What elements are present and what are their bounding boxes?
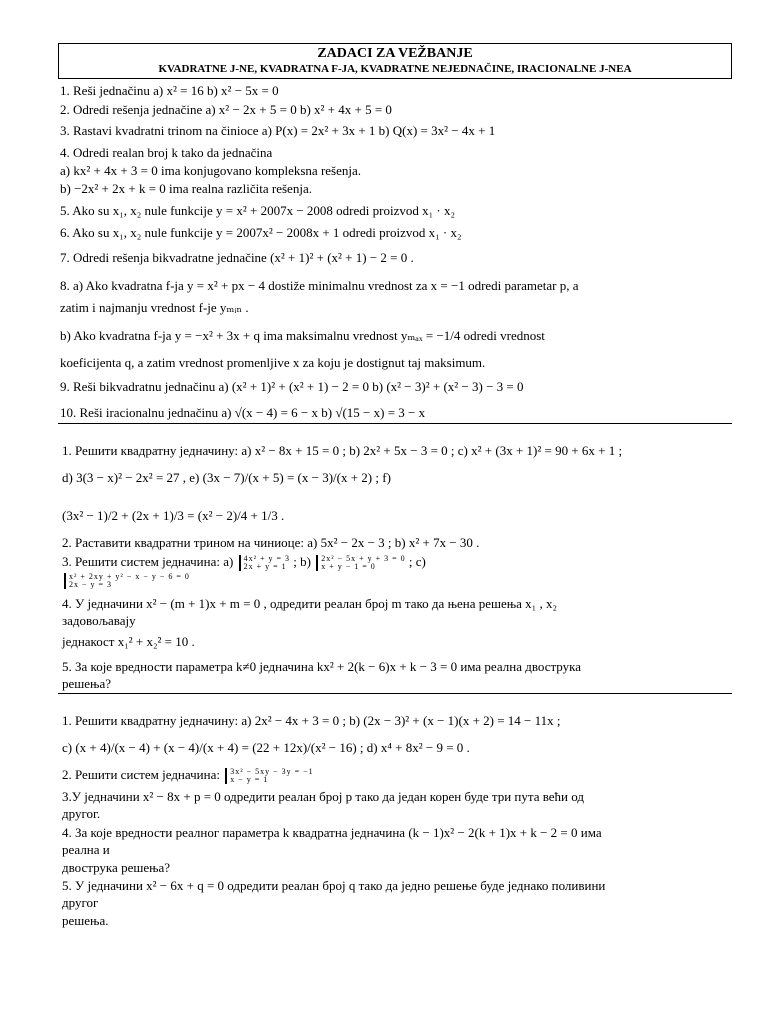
system-equation: x + y − 1 = 0 bbox=[321, 562, 376, 572]
problem-line: 5. У једначини x² − 6x + q = 0 одредити реалан број q тако да једно решење буде једнако поливини bbox=[62, 878, 606, 893]
problem-line: задовољавају bbox=[62, 613, 136, 628]
system-equation: 2x + y = 1 bbox=[243, 562, 287, 572]
problem-line: a) kx² + 4x + 3 = 0 ima konjugovano kompleksna rešenja. bbox=[60, 163, 361, 178]
section-divider bbox=[58, 423, 732, 424]
problem-line: решења. bbox=[62, 913, 109, 928]
problem-line: 4. У једначини x² − (m + 1)x + m = 0 , одредити реалан број m тако да њена решења x₁ , x₂ bbox=[62, 596, 557, 611]
problem-line: 4. Odredi realan broj k tako da jednačina bbox=[60, 145, 273, 160]
problem-line: b) Ako kvadratna f-ja y = −x² + 3x + q ima maksimalnu vrednost yₘₐₓ = −1/4 odredi vrednost bbox=[60, 328, 545, 343]
problem-line: 7. Odredi rešenja bikvadratne jednačine (x² + 1)² + (x² + 1) − 2 = 0 . bbox=[60, 250, 414, 265]
system-equation: 4x² + y = 3 bbox=[243, 554, 290, 564]
worksheet-subtitle: KVADRATNE J-NE, KVADRATNA F-JA, KVADRATNE NEJEDNAČINE, IRACIONALNE J-NEA bbox=[158, 63, 632, 75]
system-label: ; b) bbox=[293, 554, 311, 569]
problem-line: 8. a) Ako kvadratna f-ja y = x² + px − 4 dostiže minimalnu vrednost za x = −1 odredi parametar p, a bbox=[60, 278, 579, 293]
problem-line: 2. Odredi rešenja jednačine a) x² − 2x + 5 = 0 b) x² + 4x + 5 = 0 bbox=[60, 102, 392, 117]
problem-line: (3x² − 1)/2 + (2x + 1)/3 = (x² − 2)/4 + 1/3 . bbox=[62, 508, 285, 523]
problem-line: d) 3(3 − x)² − 2x² = 27 , e) (3x − 7)/(x + 5) = (x − 3)/(x + 2) ; f) bbox=[62, 470, 391, 485]
equation-system-b bbox=[316, 555, 405, 571]
equation-system bbox=[225, 768, 313, 784]
problem-line: једнакост x₁² + x₂² = 10 . bbox=[62, 634, 195, 649]
problem-line: c) (x + 4)/(x − 4) + (x − 4)/(x + 4) = (22 + 12x)/(x² − 16) ; d) x⁴ + 8x² − 9 = 0 . bbox=[62, 740, 470, 755]
problem-line: 1. Решити квадратну једначину: a) 2x² − 4x + 3 = 0 ; b) (2x − 3)² + (x − 1)(x + 2) = 14 − 11x ; bbox=[62, 713, 561, 728]
problem-line: двострука решења? bbox=[62, 860, 171, 875]
problem-line: 5. За које вредности параметра k≠0 једначина kx² + 2(k − 6)x + k − 3 = 0 има реална двострука bbox=[62, 659, 582, 674]
problem-line: 4. За које вредности реалног параметра k квадратна једначина (k − 1)x² − 2(k + 1)x + k − 2 = 0 има bbox=[62, 825, 602, 840]
equation-system-a bbox=[239, 555, 290, 571]
problem-line: другог. bbox=[62, 806, 101, 821]
problem-line: zatim i najmanju vrednost f-je yₘᵢₙ . bbox=[60, 300, 249, 315]
problem-line: 3.У једначини x² − 8x + p = 0 одредити реалан број p тако да један корен буде три пута већи од bbox=[62, 789, 584, 804]
problem-line: koeficijenta q, a zatim vrednost promenljive x za koju je dostignut taj maksimum. bbox=[60, 355, 486, 370]
system-equation: x² + 2xy + y² − x − y − 6 = 0 bbox=[69, 572, 190, 582]
worksheet-title: ZADACI ZA VEŽBANJE bbox=[317, 46, 473, 61]
problem-line: реална и bbox=[62, 842, 110, 857]
system-label: ; c) bbox=[408, 554, 426, 569]
problem-line bbox=[62, 767, 314, 784]
problem-line: 9. Reši bikvadratnu jednačinu a) (x² + 1)² + (x² + 1) − 2 = 0 b) (x² − 3)² + (x² − 3) − 3 = 0 bbox=[60, 379, 524, 394]
problem-line: 3. Rastavi kvadratni trinom na činioce a) P(x) = 2x² + 3x + 1 b) Q(x) = 3x² − 4x + 1 bbox=[60, 123, 496, 138]
problem-line: 6. Ako su x₁, x₂ nule funkcije y = 2007x² − 2008x + 1 odredi proizvod x₁ · x₂ bbox=[60, 225, 462, 240]
problem-line: решења? bbox=[62, 676, 111, 691]
worksheet-header bbox=[58, 43, 732, 79]
problem-line: 5. Ako su x₁, x₂ nule funkcije y = x² + 2007x − 2008 odredi proizvod x₁ · x₂ bbox=[60, 203, 455, 218]
problem-line: 2. Раставити квадратни трином на чиниоце: a) 5x² − 2x − 3 ; b) x² + 7x − 30 . bbox=[62, 535, 480, 550]
section-divider bbox=[58, 693, 732, 694]
problem-line bbox=[62, 554, 426, 571]
equation-system-c bbox=[64, 573, 190, 589]
problem-line: другог bbox=[62, 895, 99, 910]
system-equation: 3x² − 5xy − 3y = −1 bbox=[230, 767, 314, 777]
problem-line bbox=[62, 572, 190, 589]
problem-line: 10. Reši iracionalnu jednačinu a) √(x − 4) = 6 − x b) √(15 − x) = 3 − x bbox=[60, 405, 426, 420]
problem-line: b) −2x² + 2x + k = 0 ima realna različita rešenja. bbox=[60, 181, 312, 196]
system-equation: 2x − y = 3 bbox=[69, 580, 113, 590]
problem-line: 1. Решити квадратну једначину: a) x² − 8x + 15 = 0 ; b) 2x² + 5x − 3 = 0 ; c) x² + (3x + 1)² = 90 + 6x + 1 ; bbox=[62, 443, 623, 458]
system-equation: x − y = 1 bbox=[230, 775, 269, 785]
problem-text: 2. Решити систем једначина: bbox=[62, 767, 220, 782]
system-equation: 2x² − 5x + y + 3 = 0 bbox=[321, 554, 406, 564]
problem-line: 1. Reši jednačinu a) x² = 16 b) x² − 5x = 0 bbox=[60, 83, 279, 98]
problem-text: 3. Решити систем једначина: a) bbox=[62, 554, 234, 569]
